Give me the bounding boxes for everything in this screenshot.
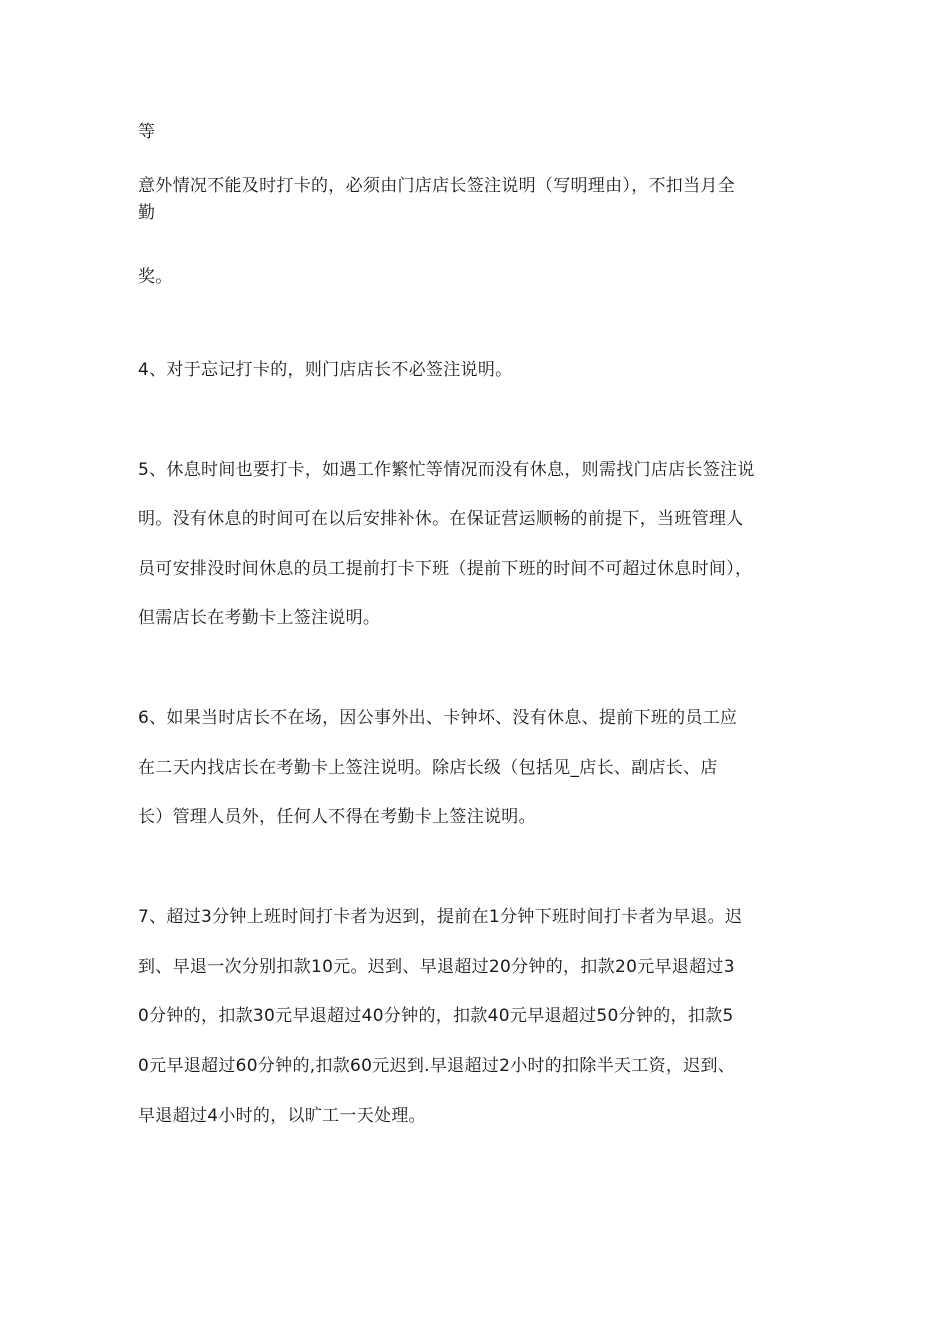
paragraph-7-line: 早退超过4小时的，以旷工一天处理。 — [138, 1106, 426, 1126]
paragraph-7-line: 7、超过3分钟上班时间打卡者为迟到，提前在1分钟下班时间打卡者为早退。迟 — [138, 907, 743, 927]
paragraph-6-line: 在二天内找店长在考勤卡上签注说明。除店长级（包括见_店长、副店长、店 — [138, 758, 718, 778]
paragraph-7-line: 到、早退一次分别扣款10元。迟到、早退超过20分钟的，扣款20元早退超过3 — [138, 957, 735, 977]
paragraph-7-line: 0元早退超过60分钟的,扣款60元迟到.早退超过2小时的扣除半天工资，迟到、 — [138, 1056, 736, 1076]
text-line: 奖。 — [138, 267, 173, 287]
paragraph-5-line: 明。没有休息的时间可在以后安排补休。在保证营运顺畅的前提下，当班管理人 — [138, 509, 744, 529]
text-line: 勤 — [138, 203, 156, 223]
text-line: 等 — [138, 122, 156, 142]
paragraph-6-line: 6、如果当时店长不在场，因公事外出、卡钟坏、没有休息、提前下班的员工应 — [138, 708, 738, 728]
paragraph-6-line: 长）管理人员外，任何人不得在考勤卡上签注说明。 — [138, 807, 536, 827]
paragraph-5-line: 但需店长在考勤卡上签注说明。 — [138, 608, 381, 628]
paragraph-5-line: 5、休息时间也要打卡，如遇工作繁忙等情况而没有休息，则需找门店店长签注说 — [138, 460, 755, 480]
paragraph-7-line: 0分钟的，扣款30元早退超过40分钟的，扣款40元早退超过50分钟的，扣款5 — [138, 1006, 734, 1026]
paragraph-4-line: 4、对于忘记打卡的，则门店店长不必签注说明。 — [138, 360, 513, 380]
text-line: 意外情况不能及时打卡的，必须由门店店长签注说明（写明理由），不扣当月全 — [138, 176, 735, 196]
paragraph-5-line: 员可安排没时间休息的员工提前打卡下班（提前下班的时间不可超过休息时间）， — [138, 559, 753, 579]
